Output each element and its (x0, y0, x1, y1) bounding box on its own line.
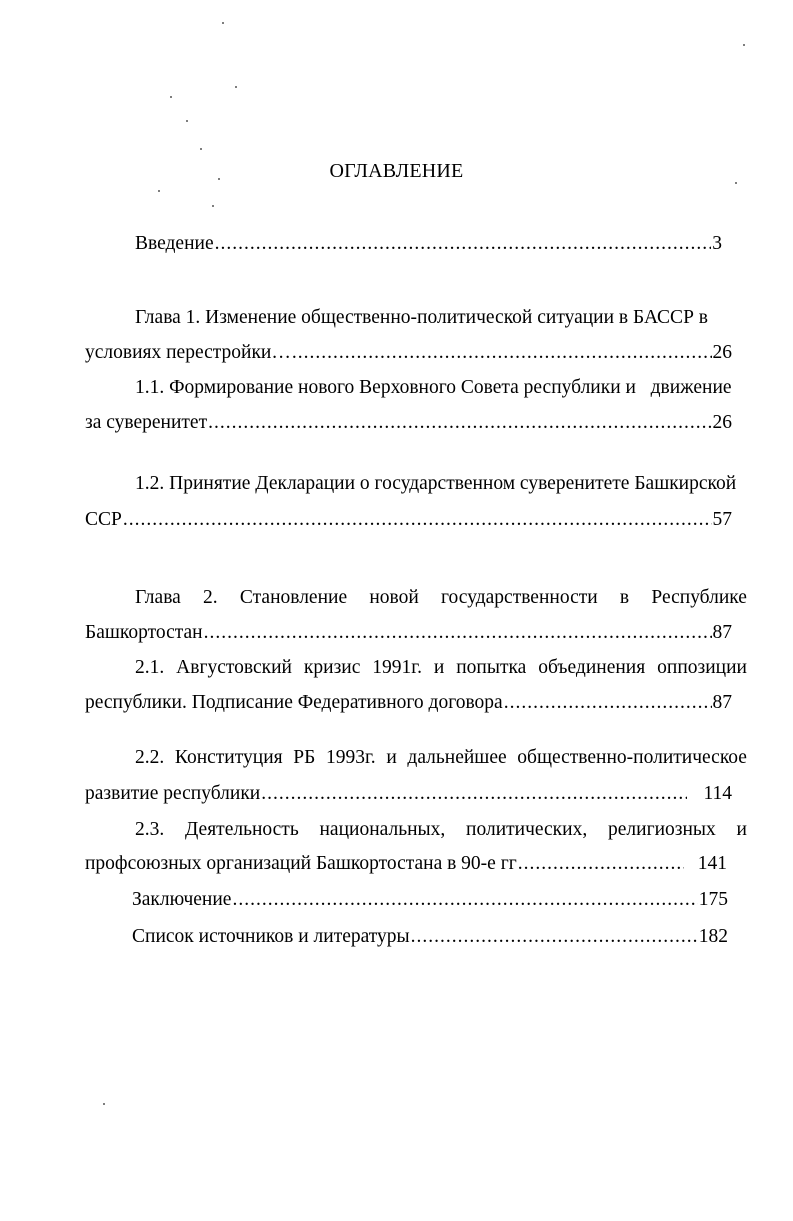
entry-label: Заключение (132, 889, 232, 910)
scan-speck (186, 120, 188, 122)
word: объединения (538, 657, 646, 678)
word: государственности (441, 587, 598, 608)
word: в (619, 587, 630, 608)
scan-speck (170, 96, 172, 98)
entry-label: ССР (85, 509, 122, 530)
entry-page: 57 (712, 509, 732, 530)
word: религиозных (608, 819, 716, 840)
scan-speck (158, 190, 160, 192)
toc-entry-intro[interactable] (135, 232, 722, 256)
toc-entry-section-2-2[interactable] (85, 782, 732, 806)
word: 2. (203, 587, 218, 608)
toc-entry-section-2-1-line1[interactable] (135, 656, 747, 680)
word: 2.2. (135, 747, 165, 768)
leader-dots (518, 852, 684, 876)
word: общественно-политическое (517, 747, 747, 768)
word: и (433, 657, 445, 678)
entry-page: 26 (712, 342, 732, 363)
entry-page: 26 (712, 412, 732, 433)
word: новой (369, 587, 419, 608)
scan-speck (743, 44, 745, 46)
word: 2.1. (135, 657, 165, 678)
word: политических, (466, 819, 588, 840)
word: дальнейшее (407, 747, 507, 768)
word: РБ (293, 747, 316, 768)
word: оппозиции (657, 657, 747, 678)
leader-dots (261, 782, 687, 806)
scan-speck (200, 148, 202, 150)
word: 1991г. (372, 657, 422, 678)
word: и (736, 819, 747, 840)
leader-dots (232, 888, 697, 912)
word: Глава (135, 587, 181, 608)
leader-dots (411, 925, 698, 949)
toc-entry-section-2-2-line1[interactable] (135, 746, 747, 770)
toc-entry-section-2-3[interactable] (85, 852, 727, 876)
word: попытка (456, 657, 527, 678)
leader-dots (292, 341, 712, 365)
leader-dots (504, 691, 712, 715)
toc-title: ОГЛАВЛЕНИЕ (329, 160, 464, 182)
toc-entry-chapter-1[interactable] (85, 341, 732, 365)
entry-page: 3 (712, 233, 722, 254)
toc-entry-section-2-3-line1[interactable] (135, 818, 747, 842)
word: национальных, (319, 819, 446, 840)
toc-entry-section-1-1-line1[interactable]: 1.1. Формирование нового Верховного Совета республики и движение (135, 377, 732, 398)
entry-page: 114 (703, 783, 732, 804)
toc-entry-chapter-1-line1[interactable]: Глава 1. Изменение общественно-политической ситуации в БАССР в (135, 307, 708, 328)
entry-page: 141 (697, 853, 727, 874)
word: Деятельность (185, 819, 299, 840)
scan-speck (212, 205, 214, 207)
entry-page: 87 (712, 692, 732, 713)
word: Августовский (176, 657, 292, 678)
entry-label: профсоюзных организаций Башкортостана в 90-е гг (85, 853, 517, 874)
toc-entry-section-1-1[interactable] (85, 411, 732, 435)
entry-label: за суверенитет (85, 412, 208, 433)
toc-entry-section-1-2[interactable] (85, 508, 732, 532)
entry-page: 87 (712, 622, 732, 643)
leader-dots (208, 411, 711, 435)
entry-page: 175 (698, 889, 728, 910)
word: и (386, 747, 397, 768)
word: Конституция (174, 747, 283, 768)
word: Республике (651, 587, 747, 608)
leader-dots (215, 232, 712, 256)
entry-label: Башкортостан (85, 622, 203, 643)
entry-label: Список источников и литературы (132, 926, 410, 947)
entry-label: Введение (135, 233, 214, 254)
entry-label: республики. Подписание Федеративного договора (85, 692, 503, 713)
entry-label: развитие республики (85, 783, 261, 804)
toc-entry-conclusion[interactable] (132, 888, 728, 912)
leader-dots (123, 508, 712, 532)
word: 1993г. (325, 747, 376, 768)
leader-dots (204, 621, 712, 645)
word: 2.3. (135, 819, 165, 840)
toc-entry-chapter-2-line1[interactable] (135, 586, 747, 610)
entry-page: 182 (698, 926, 728, 947)
word: Становление (239, 587, 348, 608)
toc-entry-section-1-2-line1[interactable]: 1.2. Принятие Декларации о государственном суверенитете Башкирской (135, 473, 737, 494)
scan-speck (222, 22, 224, 24)
toc-entry-sources[interactable] (132, 925, 728, 949)
toc-entry-chapter-2[interactable] (85, 621, 732, 645)
toc-entry-section-2-1[interactable] (85, 691, 732, 715)
scan-speck (103, 1103, 105, 1105)
word: кризис (303, 657, 361, 678)
entry-label: условиях перестройки… (85, 342, 291, 363)
scan-speck (235, 86, 237, 88)
